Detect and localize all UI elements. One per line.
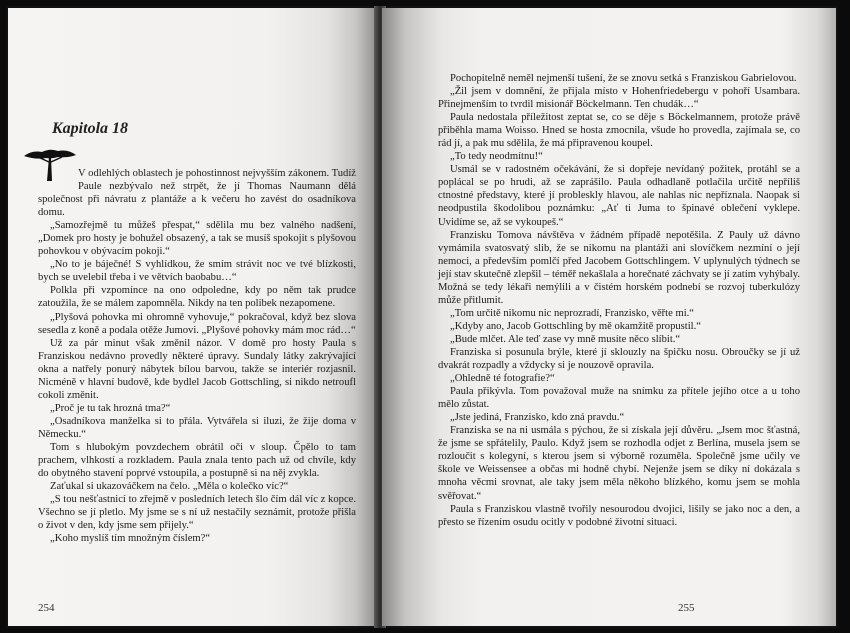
paragraph: „Jste jediná, Franzisko, kdo zná pravdu.“ <box>450 412 625 424</box>
paragraph: „To tedy neodmítnu!“ <box>450 151 543 163</box>
paragraph: „Kdyby ano, Jacob Gottschling by mě okamžitě propustil.“ <box>450 320 701 332</box>
right-page <box>382 8 836 626</box>
paragraph: „Tom určitě nikomu nic neprozradí, Franzisko, věřte mi.“ <box>450 307 695 319</box>
left-page-body <box>38 167 356 545</box>
paragraph: Usmál se v radostném očekávání, že si dopřeje nevídaný požitek, protáhl se a poplácal se po hrudi, až se zaprášilo. Paula odhadlaně potlačila určitě nepříliš ctnostné představy, které jí probleskly hlavou, ale nahlas nic nepříznala. Naopak si neodpustila škodolibou poznámku: „Ať ti Juma to špinavé oblečení vyklepe. Uvidíme se, až se vykoupeš.“ <box>438 164 800 228</box>
paragraph: „No to je báječné! S vyhlídkou, že smím strávit noc ve tvé blízkosti, bych se uvelebil třeba i ve větvích baobabu…“ <box>38 259 356 284</box>
paragraph: „Ohledně té fotografie?“ <box>450 373 555 385</box>
paragraph: Franzisku Tomova návštěva v žádném případě nepotěšila. Z Pauly už dávno vymámila svatosvatý slib, že se nikomu na plantáži ani slovíčkem nezmíní o její nemoci, a především pomlčí před Jacobem Gottschlingem. V uplynulých týdnech se její stav skutečně zlepšil – téměř nekašlala a horečnaté záchvaty se jí zatím vyhýbaly. Možná se tedy lékaři nemýlili a v čistém horském podnebí se rozvoj tuberkulózy může přitlumit. <box>438 229 800 306</box>
paragraph: „Žil jsem v domnění, že přijala místo v Hohenfriedebergu v pohoří Usambara. Přinejmenším to tvrdil misionář Böckelmann. Ten chudák…“ <box>438 86 800 111</box>
book-scan <box>6 6 838 628</box>
paragraph: Franziska si posunula brýle, které jí sklouzly na špičku nosu. Obroučky se jí už dvakrát rozpadly a vždycky si je nouzově opravila. <box>438 346 800 372</box>
paragraph: „Samozřejmě tu můžeš přespat,“ sdělila mu bez valného nadšení, „Domek pro hosty je bohužel obsazený, a tak se musíš spokojit s plyšovou pohovkou v obývacím pokoji.“ <box>38 220 356 258</box>
paragraph: „Plyšová pohovka mi ohromně vyhovuje,“ pokračoval, když bez slova sesedla z koně a podala otěže Jumovi. „Plyšové pohovky mám moc rád…“ <box>38 311 356 336</box>
paragraph: Paula s Franziskou vlastně tvořily nesourodou dvojici, lišily se jako noc a den, a přesto se řízením osudu ocitly v podobné životní situaci. <box>438 503 800 528</box>
paragraph: Už za pár minut však změnil názor. V domě pro hosty Paula s Franziskou nedávno provedly některé úpravy. Sundaly látky zakrývající okna a natřely ponurý nábytek bílou barvou, takže se interiér rozjasnil. Nicméně v hlavní budově, kde bydlel Jacob Gottschling, si nikdo netroufl cokoli změnit. <box>38 337 356 401</box>
paragraph: Paula nedostala příležitost zeptat se, co se děje s Böckelmannem, protože právě přiběhla mama Woisso. Hned se hosta zmocnila, všude ho provedla, zajímala se, co rád jí, a pak mu sdělila, že má připravenou koupel. <box>438 112 800 150</box>
paragraph: „S tou nešťastnicí to zřejmě v posledních letech šlo čím dál víc z kopce. Všechno se jí pletlo. My jsme se s ní už nestačily seznámit, protože přišla o život v den, kdy jsme sem přijely.“ <box>38 494 356 532</box>
paragraph: Polkla při vzpomínce na ono odpoledne, kdy po něm tak prudce zatoužila, že se málem zapomněla. Nikdy na ten polibek nezapomene. <box>38 285 356 310</box>
paragraph: „Osadníkova manželka si to přála. Vytvářela si iluzi, že žije doma v Německu.“ <box>38 415 356 440</box>
paragraph: Tom s hlubokým povzdechem obrátil oči v sloup. Čpělo to tam prachem, vlhkostí a rozkladem. Paula znala tento pach už od chvíle, kdy do obytného stavení poprvé vstoupila, a postupně si na něj zvykla. <box>38 441 356 480</box>
paragraph: „Proč je tu tak hrozná tma?“ <box>50 402 171 414</box>
paragraph: Franziska se na ni usmála s pýchou, že si získala její důvěru. „Jsem moc šťastná, že jsme se spřátelily, Paulo. Když jsem se rozhodla odjet z Berlína, musela jsem se rozloučit s kolegyní, s kterou jsem si výborně rozuměla. Společně jsme učily ve škole ve Weissensee a občas mi hodně chybí. Nejenže jsem se díky ní dokázala s mnoha věcmi srovnat, ale taky jsem měla někoho blízkého, komu jsem se mohla svěřovat.“ <box>438 425 800 502</box>
paragraph: V odlehlých oblastech je pohostinnost nejvyšším zákonem. Tudíž Paule nezbývalo než strpět, že jí Thomas Naumann dělá společnost při návratu z plantáže a k večeru ho zavést do osadníkova domu. <box>38 168 356 219</box>
paragraph: Paula přikývla. Tom považoval muže na snímku za přítele jejího otce a u toho mělo zůstat. <box>438 386 800 411</box>
page-number: 255 <box>678 602 695 614</box>
paragraph: Zaťukal si ukazováčkem na čelo. „Měla o kolečko víc?“ <box>50 481 289 493</box>
paragraph: „Bude mlčet. Ale teď zase vy mně musíte něco slíbit.“ <box>450 333 681 345</box>
right-page-body <box>438 72 800 529</box>
paragraph: Pochopitelně neměl nejmenší tušení, že se znovu setká s Franziskou Gabrielovou. <box>450 73 797 84</box>
left-page <box>8 8 378 626</box>
paragraph: „Koho myslíš tím množným číslem?“ <box>50 533 211 545</box>
chapter-title: Kapitola 18 <box>52 120 129 137</box>
page-number: 254 <box>38 602 55 614</box>
